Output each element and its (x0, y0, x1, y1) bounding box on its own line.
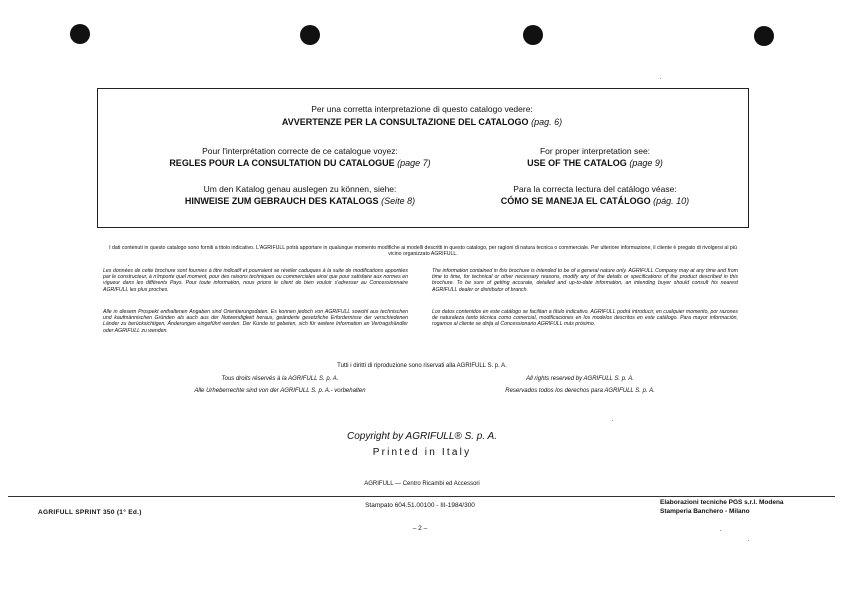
notice-de-line1: Um den Katalog genau auslegen zu können, siehe: (203, 184, 397, 194)
notice-es-line2: CÓMO SE MANEJA EL CATÁLOGO (pág. 10) (500, 196, 690, 206)
disclaimer-fr: Les données de cette brochure sont fournies à titre indicatif et pourraient se révéler caduques à la suite de modifications apportées par le constructeur, à n'importe quel moment, pour des raisons techniques ou commerciales ainsi que pour satisfaire aux normes en vigueur dans les différents Pays. Pour toute information, nous prions le client de bien vouloir s'adresser au Concessionnaire AGRIFULL les plus proches. (103, 268, 408, 293)
notice-fr-line1: Pour l'interprétation correcte de ce catalogue voyez: (202, 146, 398, 156)
rights-de: Alle Urheberrechte sind von der AGRIFULL S. p. A.- vorbehalten (194, 388, 366, 394)
notice-es-line1: Para la correcta lectura del catálogo véase: (513, 184, 677, 194)
footer-stamperia: Stamperia Banchero - Milano (660, 508, 750, 515)
notice-it-line1: Per una corretta interpretazione di questo catalogo vedere: (311, 104, 533, 114)
rights-fr: Tous droits réservés à la AGRIFULL S. p. A. (221, 376, 339, 382)
footer-rule (8, 496, 835, 497)
footer-centro: AGRIFULL — Centro Ricambi ed Accessori (364, 481, 480, 487)
printed-in-italy: Printed in Italy (372, 447, 472, 458)
footer-elaborazioni: Elaborazioni tecniche PGS s.r.l. Modena (660, 499, 784, 506)
rights-en: All rights reserved by AGRIFULL S. p. A. (526, 376, 634, 382)
rights-it: Tutti i diritti di riproduzione sono riservati alla AGRIFULL S. p. A. (337, 363, 507, 369)
punch-hole (70, 24, 90, 44)
disclaimer-en: The information contained in this brochure is intended to be of a general nature only. AGRIFULL Company may at any time and from time to time, for technical or other necessary reasons, modify any of the details or specifications of the product described in this brochure. To be sure of getting accurate, detailed and up-to-date information, an intending buyer should consult his nearest AGRIFULL dealer or distributor of branch. (432, 268, 738, 293)
notice-en-line2: USE OF THE CATALOG (page 9) (527, 158, 663, 168)
scan-speck (612, 420, 613, 421)
footer-model: AGRIFULL SPRINT 350 (1° Ed.) (38, 509, 142, 516)
punch-hole (300, 25, 320, 45)
scan-speck (128, 265, 129, 266)
notice-de-line2: HINWEISE ZUM GEBRAUCH DES KATALOGS (Seite 8) (184, 196, 416, 206)
punch-hole (523, 25, 543, 45)
copyright-line: Copyright by AGRIFULL® S. p. A. (346, 431, 497, 442)
page-number: – 2 – (412, 525, 428, 532)
disclaimer-it: I dati contenuti in questo catalogo sono forniti a titolo indicativo. L'AGRIFULL potrà apportare in qualunque momento modifiche ai modelli descritti in questo catalogo, per ragioni di natura tecnica o commerciale. Per ulteriore informazione, il cliente è pregato di rivolgersi al più vicino organizzato AGRIFULL. (109, 245, 737, 258)
scan-speck (660, 78, 661, 79)
notice-it-line2: AVVERTENZE PER LA CONSULTAZIONE DEL CATALOGO (pag. 6) (281, 117, 563, 127)
disclaimer-de: Alle in diesem Prospekt enthaltenen Angaben sind Orientierungsdaten. Es konnen jedoch von AGRIFULL sowohl aus technischen und kaufmännischen Gründen als auch aus der Notwendigkeit heraus, geänderte gesetzliche Erfordernisse der verschiedenen Länder zu berücksichtigen, Änderungen eingeführt werden. Der Kunde ist gebeten, sich für weitere Information an Vertragshändler oder AGRIFULL zu wenden. (103, 309, 408, 334)
punch-hole (754, 26, 774, 46)
notice-en-line1: For proper interpretation see: (539, 146, 651, 156)
rights-es: Reservados todos los derechos para AGRIFULL S. p. A. (505, 388, 655, 394)
footer-stampato: Stampato 604.51.00100 - III-1984/300 (365, 502, 475, 509)
scan-speck (748, 540, 749, 541)
scan-speck (720, 530, 721, 531)
notice-fr-line2: REGLES POUR LA CONSULTATION DU CATALOGUE (page 7) (169, 158, 431, 168)
disclaimer-es: Los datos contenidos en este catálogo se facilitan a título indicativo. AGRIFULL podrá introducir, en cualquier momento, por razones de naturaleza tanto técnica como comercial, modificaciones en los modelos descritos en este catálogo. Para mayor información, rogamos al cliente se dirija al Concessionario AGRIFULL más próximo. (432, 309, 738, 328)
